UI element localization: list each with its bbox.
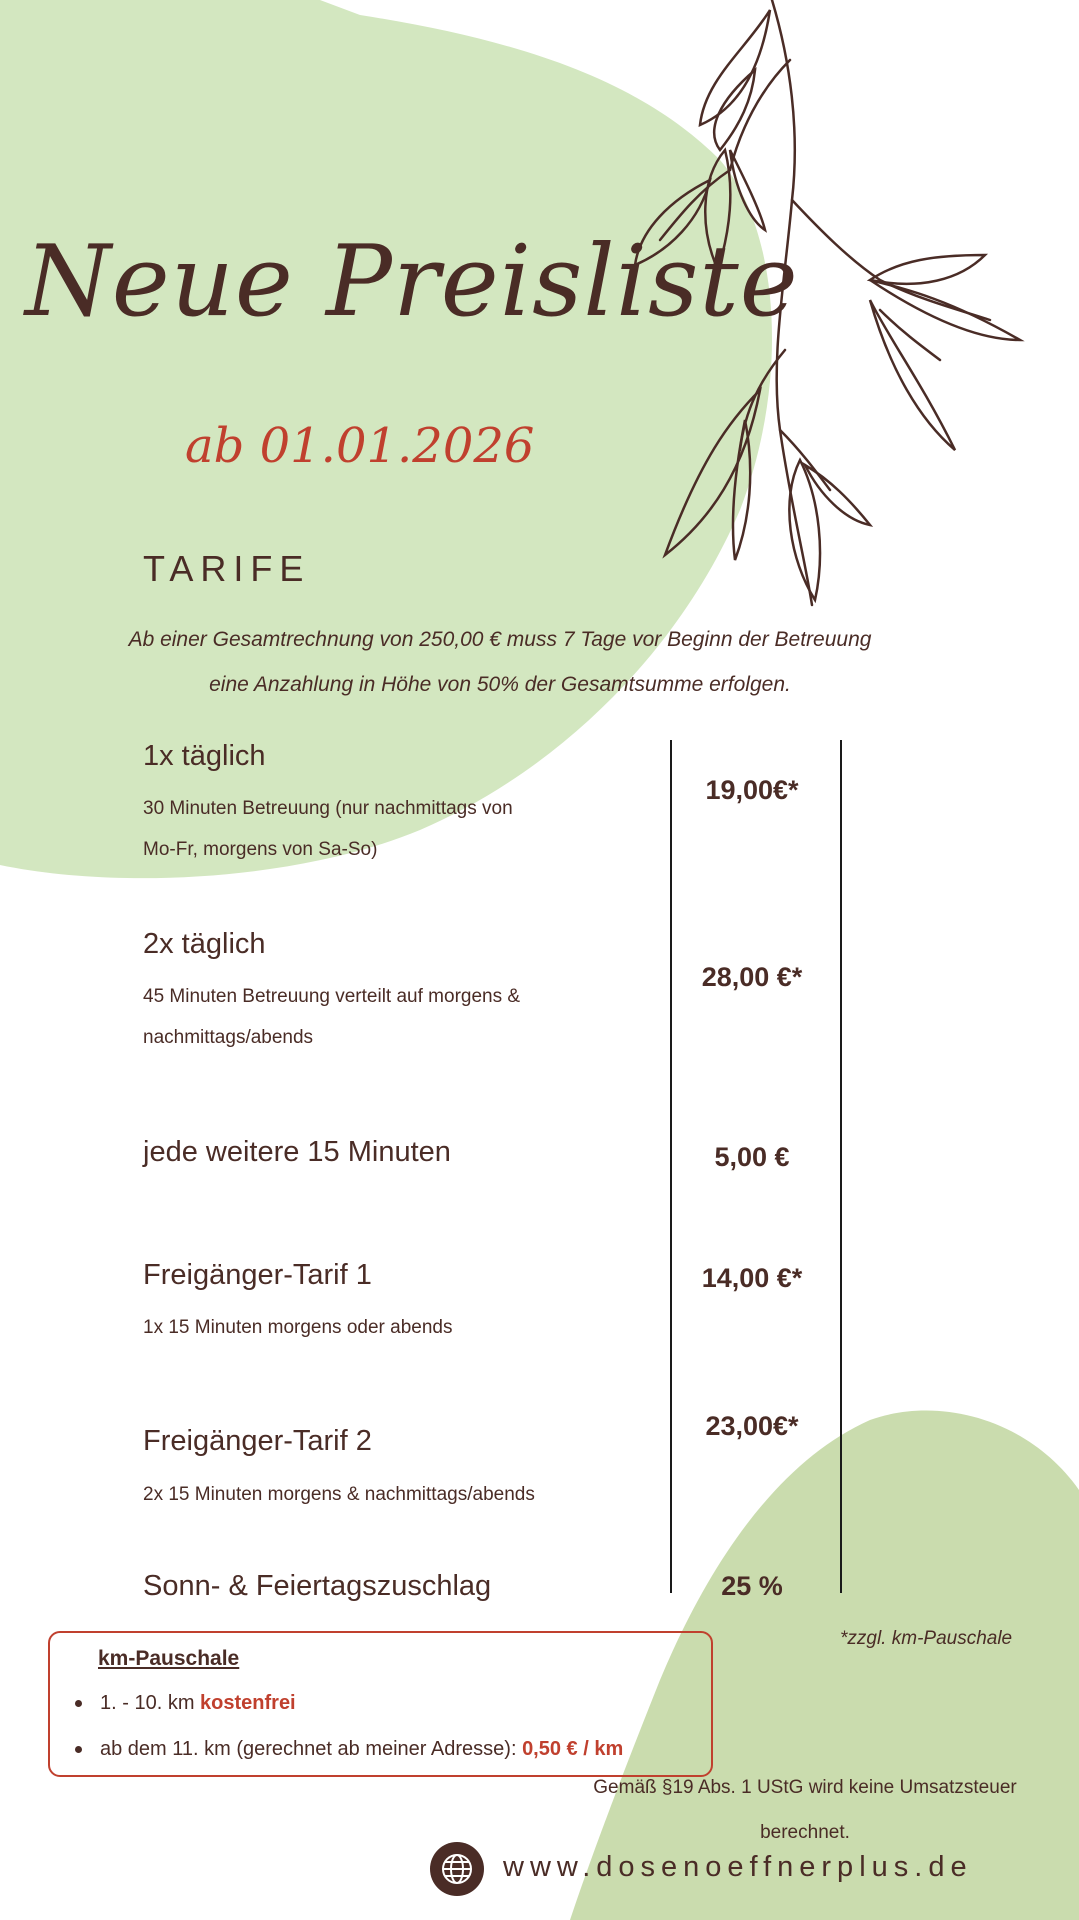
km-item-highlight: 0,50 € / km: [522, 1738, 624, 1760]
km-footnote: *zzgl. km-Pauschale: [840, 1628, 1013, 1649]
tariff-price: 25 %: [721, 1571, 783, 1601]
tariff-name: 2x täglich: [143, 928, 266, 960]
bullet-icon: [75, 1700, 82, 1707]
tariff-price: 28,00 €*: [701, 962, 803, 992]
km-item-text: 1. - 10. km: [100, 1692, 201, 1714]
tariff-name: Freigänger-Tarif 1: [143, 1259, 372, 1291]
km-item-highlight: kostenfrei: [200, 1692, 296, 1714]
tariff-desc: Mo-Fr, morgens von Sa-So): [143, 839, 378, 860]
tariff-price: 23,00€*: [705, 1411, 799, 1441]
price-column-right-divider: [840, 740, 842, 1593]
tax-notice-line1: Gemäß §19 Abs. 1 UStG wird keine Umsatzsteuer: [593, 1777, 1017, 1798]
tariff-name: Sonn- & Feiertagszuschlag: [143, 1570, 492, 1602]
tax-notice-line2: berechnet.: [760, 1822, 850, 1843]
tariff-desc: 2x 15 Minuten morgens & nachmittags/abends: [143, 1484, 535, 1505]
bullet-icon: [75, 1746, 82, 1753]
tariff-desc: 45 Minuten Betreuung verteilt auf morgens &: [143, 986, 521, 1007]
tariff-price: 19,00€*: [705, 775, 799, 805]
valid-from-date: ab 01.01.2026: [185, 418, 535, 474]
tariff-desc: 30 Minuten Betreuung (nur nachmittags von: [143, 798, 513, 819]
page-title: Neue Preisliste: [25, 225, 799, 339]
tariff-name: Freigänger-Tarif 2: [143, 1425, 372, 1457]
deposit-notice-line1: Ab einer Gesamtrechnung von 250,00 € muss 7 Tage vor Beginn der Betreuung: [128, 628, 872, 651]
tariff-price: 5,00 €: [714, 1142, 790, 1172]
km-pauschale-title: km-Pauschale: [98, 1647, 240, 1670]
website-link[interactable]: www.dosenoeffnerplus.de: [503, 1851, 973, 1883]
tariff-desc: 1x 15 Minuten morgens oder abends: [143, 1317, 453, 1338]
tariff-desc: nachmittags/abends: [143, 1027, 314, 1048]
km-list-item: [75, 1692, 296, 1715]
km-list-item: [75, 1738, 623, 1761]
tariff-name: 1x täglich: [143, 740, 266, 772]
km-item-text: ab dem 11. km (gerechnet ab meiner Adresse):: [100, 1738, 523, 1760]
tariff-name: jede weitere 15 Minuten: [143, 1136, 451, 1168]
section-heading: TARIFE: [143, 548, 311, 589]
globe-icon: [430, 1842, 484, 1896]
deposit-notice-line2: eine Anzahlung in Höhe von 50% der Gesamtsumme erfolgen.: [209, 673, 791, 696]
tariff-price: 14,00 €*: [701, 1263, 803, 1293]
